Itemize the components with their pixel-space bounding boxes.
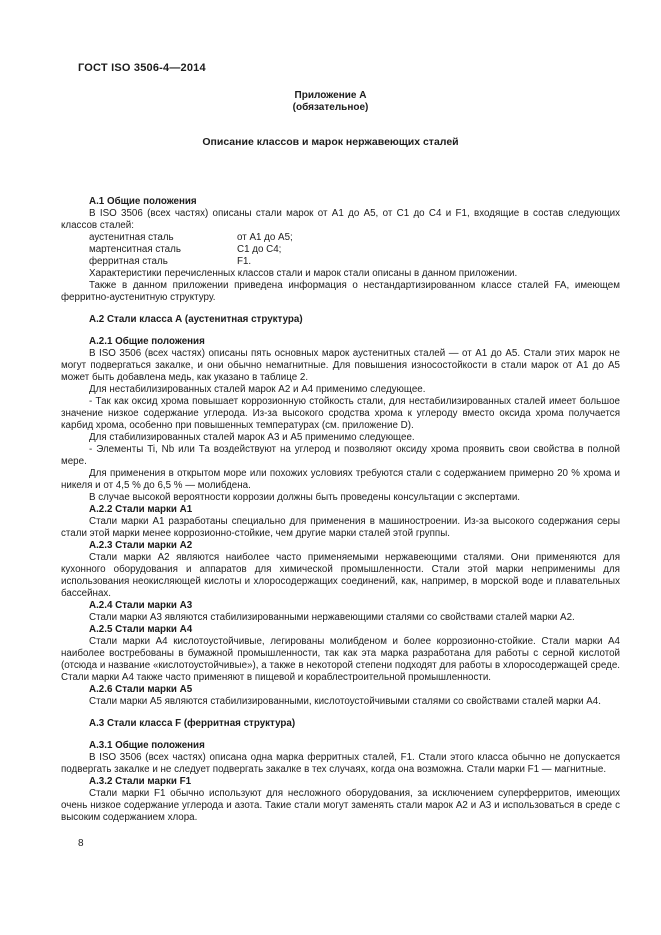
paragraph: В ISO 3506 (всех частях) описаны стали марок от А1 до А5, от С1 до С4 и F1, входящие в состав следующих классов сталей: (61, 208, 620, 231)
paragraph: Стали марки А2 являются наиболее часто применяемыми нержавеющими сталями. Они применяются для кухонного оборудования и аппаратов для химической промышленности. Стали этой марки неприменимы для использования неокисляющей кислоты и хлоросодержащих соединений, как, например, в морской воде и плавательных бассейнах. (61, 552, 620, 599)
document-title: Описание классов и марок нержавеющих сталей (202, 136, 459, 148)
paragraph: Характеристики перечисленных классов стали и марок стали описаны в данном приложении. (89, 268, 518, 279)
paragraph: Для применения в открытом море или похожих условиях требуются стали с содержанием примерно 20 % хрома и никеля и от 4,5 % до 6,5 % — молибдена. (61, 468, 620, 491)
paragraph: В случае высокой вероятности коррозии должны быть проведены консультации с экспертами. (89, 492, 521, 503)
list-value: С1 до С4; (237, 244, 282, 255)
section-heading: А.2.2 Стали марки А1 (89, 504, 193, 515)
paragraph: Стали марки F1 обычно используют для несложного оборудования, за исключением суперферритов, имеющих очень низкое содержание углерода и азота. Такие стали могут заменять стали марок А2 и А3 и использоваться в среде с высоким содержанием хлора. (61, 788, 620, 823)
annex-note: (обязательное) (292, 102, 369, 113)
paragraph: Стали марки А3 являются стабилизированными нержавеющими сталями со свойствами сталей марки А2. (89, 612, 575, 623)
section-heading: А.1 Общие положения (89, 196, 197, 207)
page-number: 8 (78, 838, 84, 849)
content-blocks (61, 196, 620, 824)
annex-label: Приложение А (294, 90, 367, 101)
list-row (61, 256, 620, 268)
paragraph: В ISO 3506 (всех частях) описаны пять основных марок аустенитных сталей — от А1 до А5. Стали этих марок не могут подвергаться закалке, и они обычно немагнитные. Для повышения износостойкости в стали марок от А1 до А5 может быть добавлена медь, как указано в таблице 2. (61, 348, 620, 383)
section-heading: А.3 Стали класса F (ферритная структура) (89, 718, 296, 729)
paragraph: - Элементы Ti, Nb или Та воздействуют на углерод и позволяют оксиду хрома проявить свои свойства в полной мере. (61, 444, 620, 467)
list-label: аустенитная сталь (89, 232, 174, 243)
list-value: F1. (237, 256, 252, 267)
steel-class-list (61, 232, 620, 268)
running-header: ГОСТ ISO 3506-4—2014 (78, 62, 206, 74)
list-value: от А1 до А5; (237, 232, 293, 243)
document-body (61, 90, 620, 824)
list-label: ферритная сталь (89, 256, 168, 267)
paragraph: Также в данном приложении приведена информация о нестандартизированном классе сталей FA, имеющем ферритно-аустенитную структуру. (61, 280, 620, 303)
paragraph: Стали марки А1 разработаны специально для применения в машиностроении. Из-за высокого содержания серы стали этой марки менее коррозионно-стойкие, чем другие марки сталей этой группы. (61, 516, 620, 539)
paragraph: Для стабилизированных сталей марок А3 и А5 применимо следующее. (89, 432, 415, 443)
section-heading: А.2.5 Стали марки А4 (89, 624, 193, 635)
paragraph: Стали марки А4 кислотоустойчивые, легированы молибденом и более коррозионно-стойкие. Стали марки А4 наиболее востребованы в бумажной промышленности, так как эта марка разработана для работы с серной кислотой (отсюда и название «кислотоустойчивые»), а также в некоторой степени подходят для работы в хлоросодержащей среде. Стали марки А4 также часто применяют в пищевой и кораблестроительной промышленности. (61, 636, 620, 683)
section-heading: А.2.3 Стали марки А2 (89, 540, 193, 551)
paragraph: Для нестабилизированных сталей марок А2 и А4 применимо следующее. (89, 384, 426, 395)
list-row (61, 232, 620, 244)
section-heading: А.3.2 Стали марки F1 (89, 776, 192, 787)
section-heading: А.2 Стали класса А (аустенитная структура) (89, 314, 303, 325)
list-label: мартенситная сталь (89, 244, 181, 255)
section-heading: А.2.6 Стали марки А5 (89, 684, 193, 695)
section-heading: А.3.1 Общие положения (89, 740, 205, 751)
paragraph: В ISO 3506 (всех частях) описана одна марка ферритных сталей, F1. Стали этого класса обычно не допускается подвергать закалке и не следует подвергать закалке в тех случаях, когда она возможна. Стали марки F1 — магнитные. (61, 752, 620, 775)
paragraph: - Так как оксид хрома повышает коррозионную стойкость стали, для нестабилизированных сталей имеет большое значение низкое содержание углерода. Из-за высокого сродства хрома к углероду вместо оксида хрома получается карбид хрома, особенно при повышенных температурах (см. приложение D). (61, 396, 620, 431)
section-heading: А.2.4 Стали марки А3 (89, 600, 193, 611)
section-heading: А.2.1 Общие положения (89, 336, 205, 347)
paragraph: Стали марки А5 являются стабилизированными, кислотоустойчивыми сталями со свойствами сталей марки А4. (89, 696, 601, 707)
list-row (61, 244, 620, 256)
